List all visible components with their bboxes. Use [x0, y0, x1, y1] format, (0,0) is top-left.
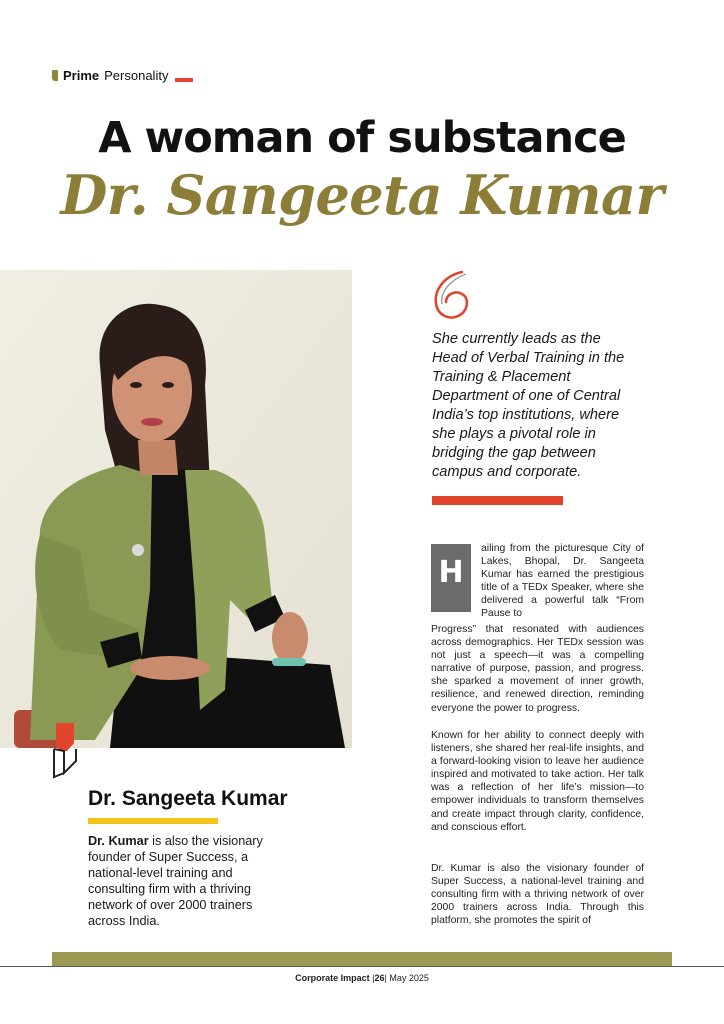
section-suffix: Personality	[104, 68, 169, 83]
section-tag	[52, 68, 193, 83]
pull-quote: She currently leads as the Head of Verbal Training in the Training & Placement Department of one of Central India’s top institutions, where she plays a pivotal role in bridging the gap between campus and corporate.	[432, 331, 625, 480]
footer-date: May 2025	[389, 973, 429, 983]
caption-text	[88, 833, 288, 929]
paragraph-1-continued: Progress” that resonated with audiences across demographics. Her TEDx session was not just a speech—it was a compelling narrative of purpose, passion, and progress. she sparked a movement of inner growth, resilience, and renewed direction, reminding everyone the power to progress.	[431, 624, 644, 714]
footer-page-number: 26	[374, 973, 385, 983]
drop-cap: H	[431, 544, 471, 612]
pointer-flag-icon	[50, 721, 80, 784]
footer-divider	[0, 966, 724, 967]
section-prefix: Prime	[63, 68, 100, 83]
footer-band	[52, 952, 672, 966]
quote-rule	[432, 496, 563, 505]
section-marker-icon	[52, 70, 58, 81]
section-underline	[175, 78, 193, 82]
headline: A woman of substance	[98, 113, 626, 163]
paragraph-1-intro: ailing from the picturesque City of Lakes, Bhopal, Dr. Sangeeta Kumar has earned the prestigious title of a TEDx Speaker, where she delivered a powerful talk “From Pause to	[481, 543, 644, 620]
caption-name: Dr. Sangeeta Kumar	[88, 787, 288, 810]
footer-publication: Corporate Impact	[295, 973, 370, 983]
quote-mark-icon	[432, 268, 474, 327]
paragraph-3: Dr. Kumar is also the visionary founder of Super Success, a national-level training and consulting firm with a thriving network of over 2000 trainers across India. Through this platform, she promotes the spirit of	[431, 863, 644, 927]
footer: Corporate Impact |26| May 2025	[295, 973, 429, 983]
caption-body: is also the visionary founder of Super Success, a national-level training and consulting firm with a thriving network of over 2000 trainers across India.	[88, 834, 263, 928]
caption-lead: Dr. Kumar	[88, 834, 149, 848]
portrait-photo	[0, 270, 352, 748]
caption-rule	[88, 818, 218, 824]
subject-name-title: Dr. Sangeeta Kumar	[60, 163, 664, 227]
paragraph-2: Known for her ability to connect deeply with listeners, she shared her real-life insights, and a forward-looking vision to leave her audience inspired and motivated to take action. Her talk was a reflection of her life’s mission—to empower individuals to transform themselves and create impact through clarity, confidence, and conscious effort.	[431, 730, 644, 833]
